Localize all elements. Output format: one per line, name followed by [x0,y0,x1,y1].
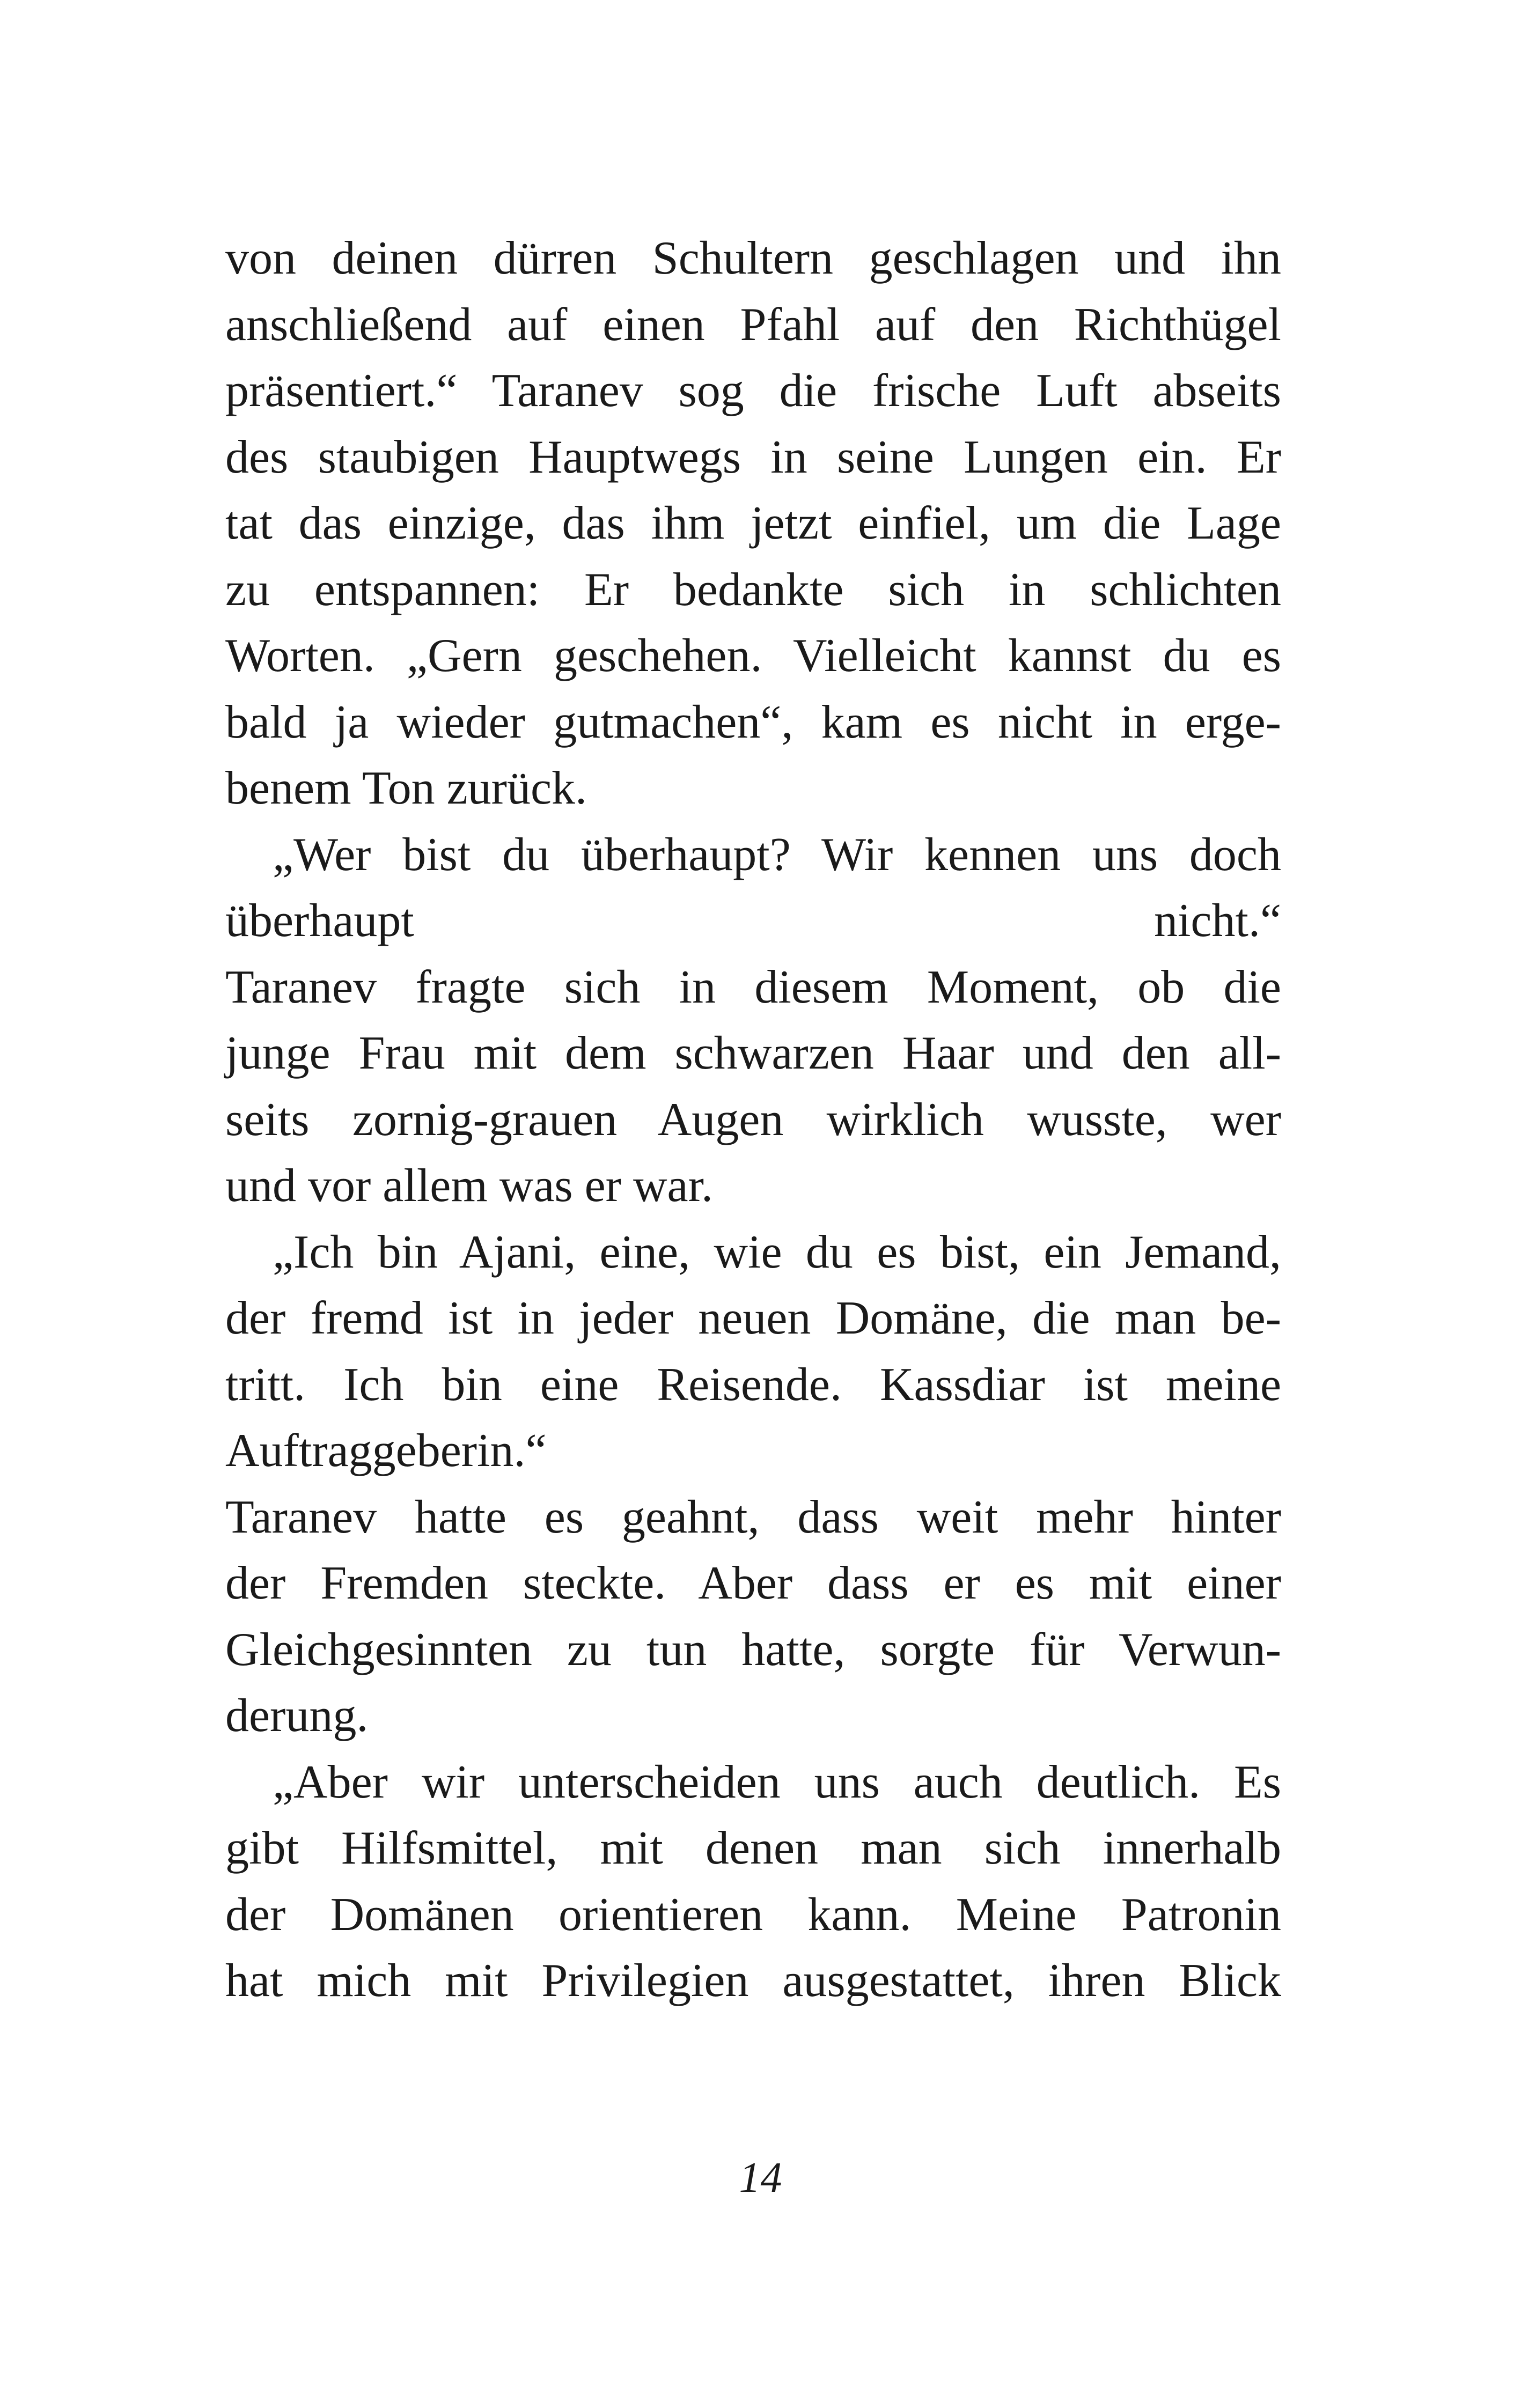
text-line: der Fremden steckte. Aber dass er es mit einer [225,1557,1281,1609]
text-line: „Ich bin Ajani, eine, wie du es bist, ein Jemand, [273,1226,1281,1278]
text-line: seits zornig-grauen Augen wirklich wusste, wer [225,1093,1281,1146]
text-line: hat mich mit Privilegien ausgestattet, ihren Blick [225,1955,1281,2007]
text-line: anschließend auf einen Pfahl auf den Richthügel [225,298,1281,351]
text-line: tat das einzige, das ihm jetzt einfiel, um die Lage [225,497,1281,549]
text-line: und vor allem was er war. [225,1160,714,1212]
text-line: derung. [225,1690,369,1742]
text-line: präsentiert.“ Taranev sog die frische Luft abseits [225,365,1281,417]
text-line: tritt. Ich bin eine Reisende. Kassdiar ist meine [225,1358,1281,1411]
text-line: Gleichgesinnten zu tun hatte, sorgte für Verwun- [225,1623,1281,1676]
text-line: zu entspannen: Er bedankte sich in schlichten [225,563,1281,616]
text-line: junge Frau mit dem schwarzen Haar und den all- [225,1027,1281,1079]
text-line: überhaupt nicht.“ [225,895,1281,947]
text-line: der Domänen orientieren kann. Meine Patronin [225,1888,1281,1941]
body-text [225,225,1281,2014]
text-line: Worten. „Gern geschehen. Vielleicht kannst du es [225,630,1281,682]
text-line: der fremd ist in jeder neuen Domäne, die man be- [225,1292,1281,1344]
text-line: Auftraggeberin.“ [225,1425,547,1477]
text-line: bald ja wieder gutmachen“, kam es nicht in erge- [225,696,1281,748]
text-line: des staubigen Hauptwegs in seine Lungen ein. Er [225,431,1281,483]
text-line: „Wer bist du überhaupt? Wir kennen uns doch [273,828,1281,881]
page-number: 14 [739,2154,782,2201]
text-line: Taranev hatte es geahnt, dass weit mehr hinter [225,1491,1281,1543]
text-line: von deinen dürren Schultern geschlagen und ihn [225,232,1281,284]
text-line: gibt Hilfsmittel, mit denen man sich innerhalb [225,1822,1281,1874]
text-line: benem Ton zurück. [225,762,587,814]
text-line: „Aber wir unterscheiden uns auch deutlich. Es [273,1756,1281,1808]
text-line: Taranev fragte sich in diesem Moment, ob die [225,961,1281,1013]
